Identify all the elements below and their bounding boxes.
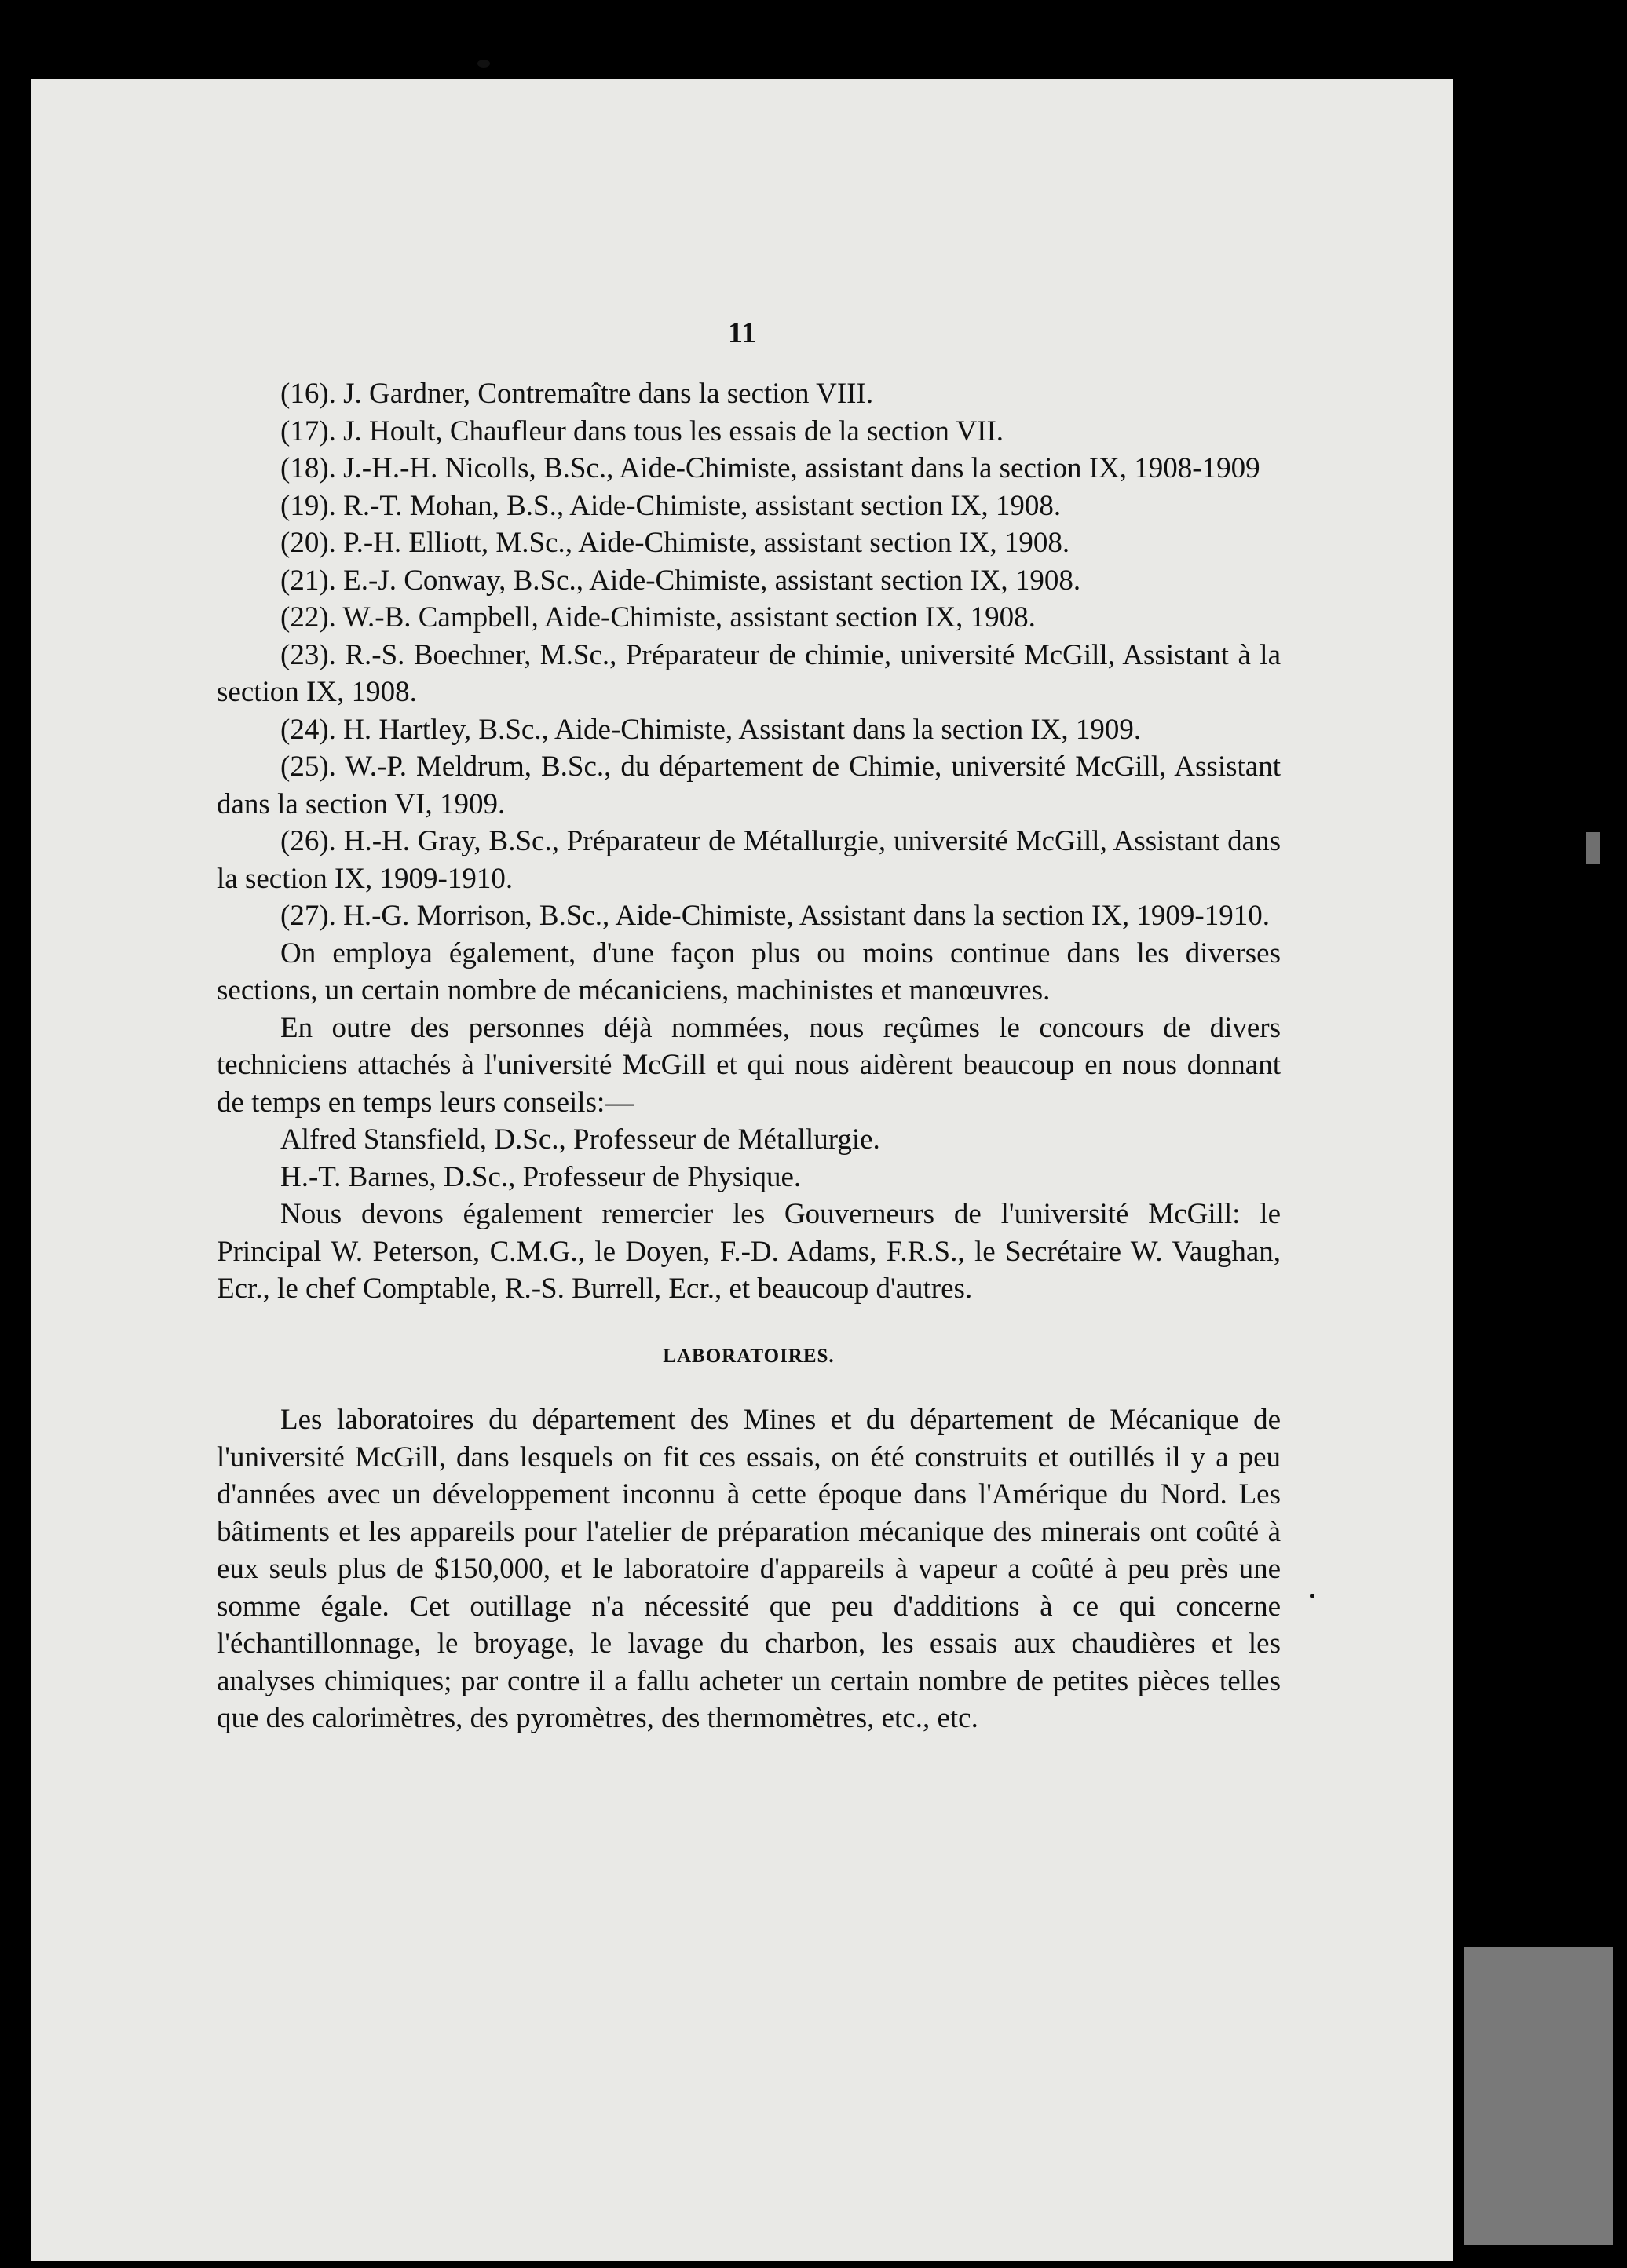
paragraph: Les laboratoires du département des Mines et du département de Mécanique de l'université McGill, dans lesquels on fit ces essais, on été construits et outillés il y a peu d'années avec un développement inconnu à cette époque dans l'Amérique du Nord. Les bâtiments et les appareils pour l'atelier de préparation mécanique des minerais ont coûté à eux seuls plus de $150,000, et le laboratoire d'appareils à vapeur a coûté à peu près une somme égale. Cet outillage n'a nécessité que peu d'additions à ce qui concerne l'échantillonnage, le broyage, le lavage du charbon, les essais aux chaudières et les analyses chimiques; par contre il a fallu acheter un certain nombre de petites pièces telles que des calorimètres, des pyromètres, des thermomètres, etc., etc. [217, 1404, 1281, 1734]
page-number: 11 [728, 316, 756, 349]
scan-speck [1310, 1594, 1314, 1598]
paragraph: (16). J. Gardner, Contremaître dans la section VIII. [280, 378, 874, 410]
section-heading: LABORATOIRES. [663, 1345, 835, 1367]
paragraph: H.-T. Barnes, D.Sc., Professeur de Physique. [280, 1160, 802, 1193]
paragraph: (21). E.-J. Conway, B.Sc., Aide-Chimiste, assistant section IX, 1908. [280, 564, 1081, 597]
paragraph: (24). H. Hartley, B.Sc., Aide-Chimiste, Assistant dans la section IX, 1909. [280, 713, 1142, 746]
paragraph: (25). W.-P. Meldrum, B.Sc., du département de Chimie, université McGill, Assistant dans la section VI, 1909. [217, 751, 1281, 820]
scan-edge-artifact [1464, 1947, 1613, 2245]
paragraph: (18). J.-H.-H. Nicolls, B.Sc., Aide-Chimiste, assistant dans la section IX, 1908-1909 [280, 452, 1260, 484]
paragraph: Nous devons également remercier les Gouverneurs de l'université McGill: le Principal W. Peterson, C.M.G., le Doyen, F.-D. Adams, F.R.S., le Secrétaire W. Vaughan, Ecr., le chef Comptable, R.-S. Burrell, Ecr., et beaucoup d'autres. [217, 1198, 1281, 1305]
paragraph: (27). H.-G. Morrison, B.Sc., Aide-Chimiste, Assistant dans la section IX, 1909-1910. [280, 900, 1270, 932]
scan-speck [477, 60, 490, 68]
paragraph: (23). R.-S. Boechner, M.Sc., Préparateur de chimie, université McGill, Assistant à la section IX, 1908. [217, 638, 1281, 708]
body-text [217, 375, 1281, 1737]
paragraph: (19). R.-T. Mohan, B.S., Aide-Chimiste, assistant section IX, 1908. [280, 489, 1062, 522]
paragraph: Alfred Stansfield, D.Sc., Professeur de Métallurgie. [280, 1123, 880, 1156]
paragraph: (20). P.-H. Elliott, M.Sc., Aide-Chimiste, assistant section IX, 1908. [280, 527, 1070, 559]
paragraph: (26). H.-H. Gray, B.Sc., Préparateur de Métallurgie, université McGill, Assistant dans la section IX, 1909-1910. [217, 825, 1281, 895]
paragraph: (22). W.-B. Campbell, Aide-Chimiste, assistant section IX, 1908. [280, 601, 1036, 634]
paragraph: (17). J. Hoult, Chaufleur dans tous les essais de la section VII. [280, 415, 1004, 447]
scan-edge-artifact [1586, 832, 1600, 864]
paragraph: En outre des personnes déjà nommées, nous reçûmes le concours de divers techniciens attachés à l'université McGill et qui nous aidèrent beaucoup en nous donnant de temps en temps leurs conseils:— [217, 1011, 1281, 1119]
document-page [31, 79, 1453, 2261]
paragraph: On employa également, d'une façon plus ou moins continue dans les diverses sections, un certain nombre de mécaniciens, machinistes et manœuvres. [217, 937, 1281, 1006]
